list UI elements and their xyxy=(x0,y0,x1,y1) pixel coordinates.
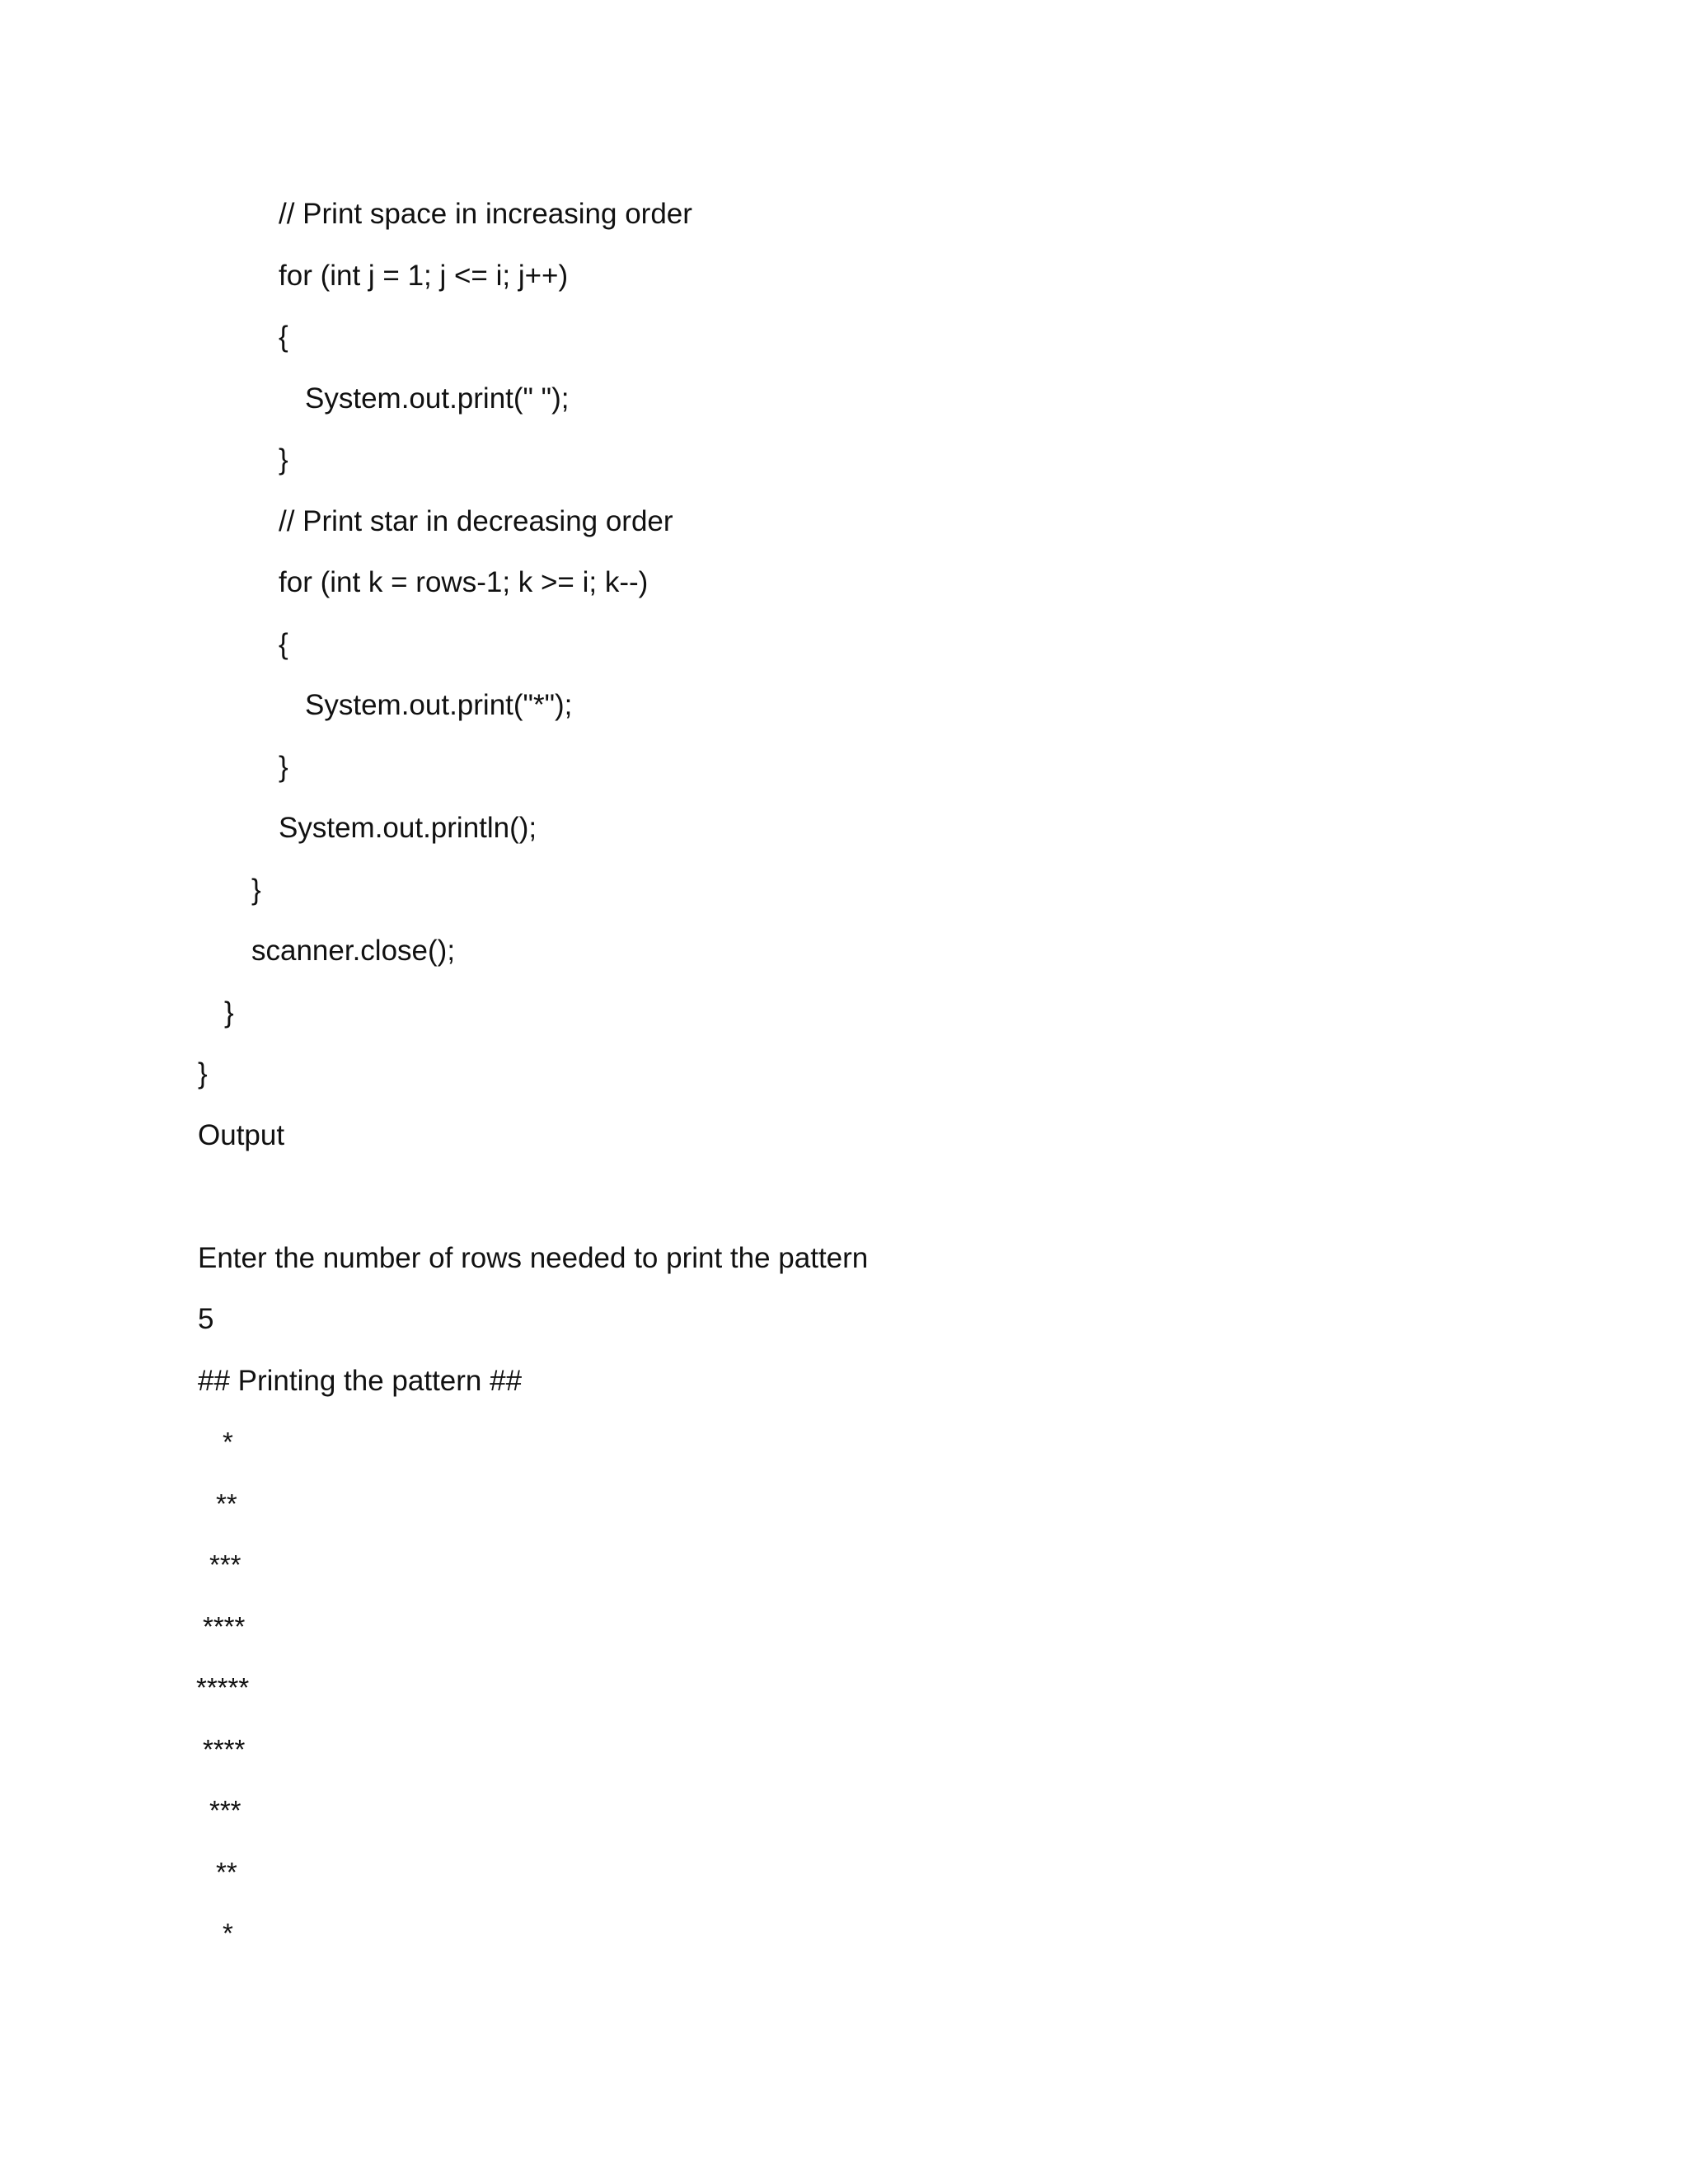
code-brace-close: } xyxy=(279,751,288,783)
output-heading: Output xyxy=(198,1119,285,1151)
code-print-space: System.out.print(" "); xyxy=(305,382,570,415)
output-pattern-title: ## Printing the pattern ## xyxy=(198,1365,523,1397)
code-brace-open: { xyxy=(279,321,288,353)
code-comment-spaces: // Print space in increasing order xyxy=(279,198,692,230)
code-println: System.out.println(); xyxy=(279,812,537,844)
pattern-row: * xyxy=(223,1918,233,1948)
pattern-row: * xyxy=(223,1427,233,1457)
code-brace-open: { xyxy=(279,628,288,660)
pattern-row: ***** xyxy=(196,1672,250,1703)
code-print-star: System.out.print("*"); xyxy=(305,689,573,721)
output-prompt: Enter the number of rows needed to print the pattern xyxy=(198,1242,869,1274)
code-brace-close: } xyxy=(198,1057,208,1090)
pattern-row: *** xyxy=(209,1795,241,1825)
pattern-row: **** xyxy=(203,1734,246,1765)
code-comment-stars: // Print star in decreasing order xyxy=(279,505,673,537)
pattern-row: ** xyxy=(216,1857,237,1887)
code-brace-close: } xyxy=(279,443,288,476)
pattern-row: ** xyxy=(216,1488,237,1519)
code-brace-close: } xyxy=(251,874,261,906)
code-for-j: for (int j = 1; j <= i; j++) xyxy=(279,260,569,292)
output-input-value: 5 xyxy=(198,1303,214,1335)
code-for-k: for (int k = rows-1; k >= i; k--) xyxy=(279,566,649,598)
pattern-row: **** xyxy=(203,1611,246,1642)
code-brace-close: } xyxy=(224,996,234,1029)
code-scanner-close: scanner.close(); xyxy=(251,935,456,967)
pattern-row: *** xyxy=(209,1549,241,1580)
